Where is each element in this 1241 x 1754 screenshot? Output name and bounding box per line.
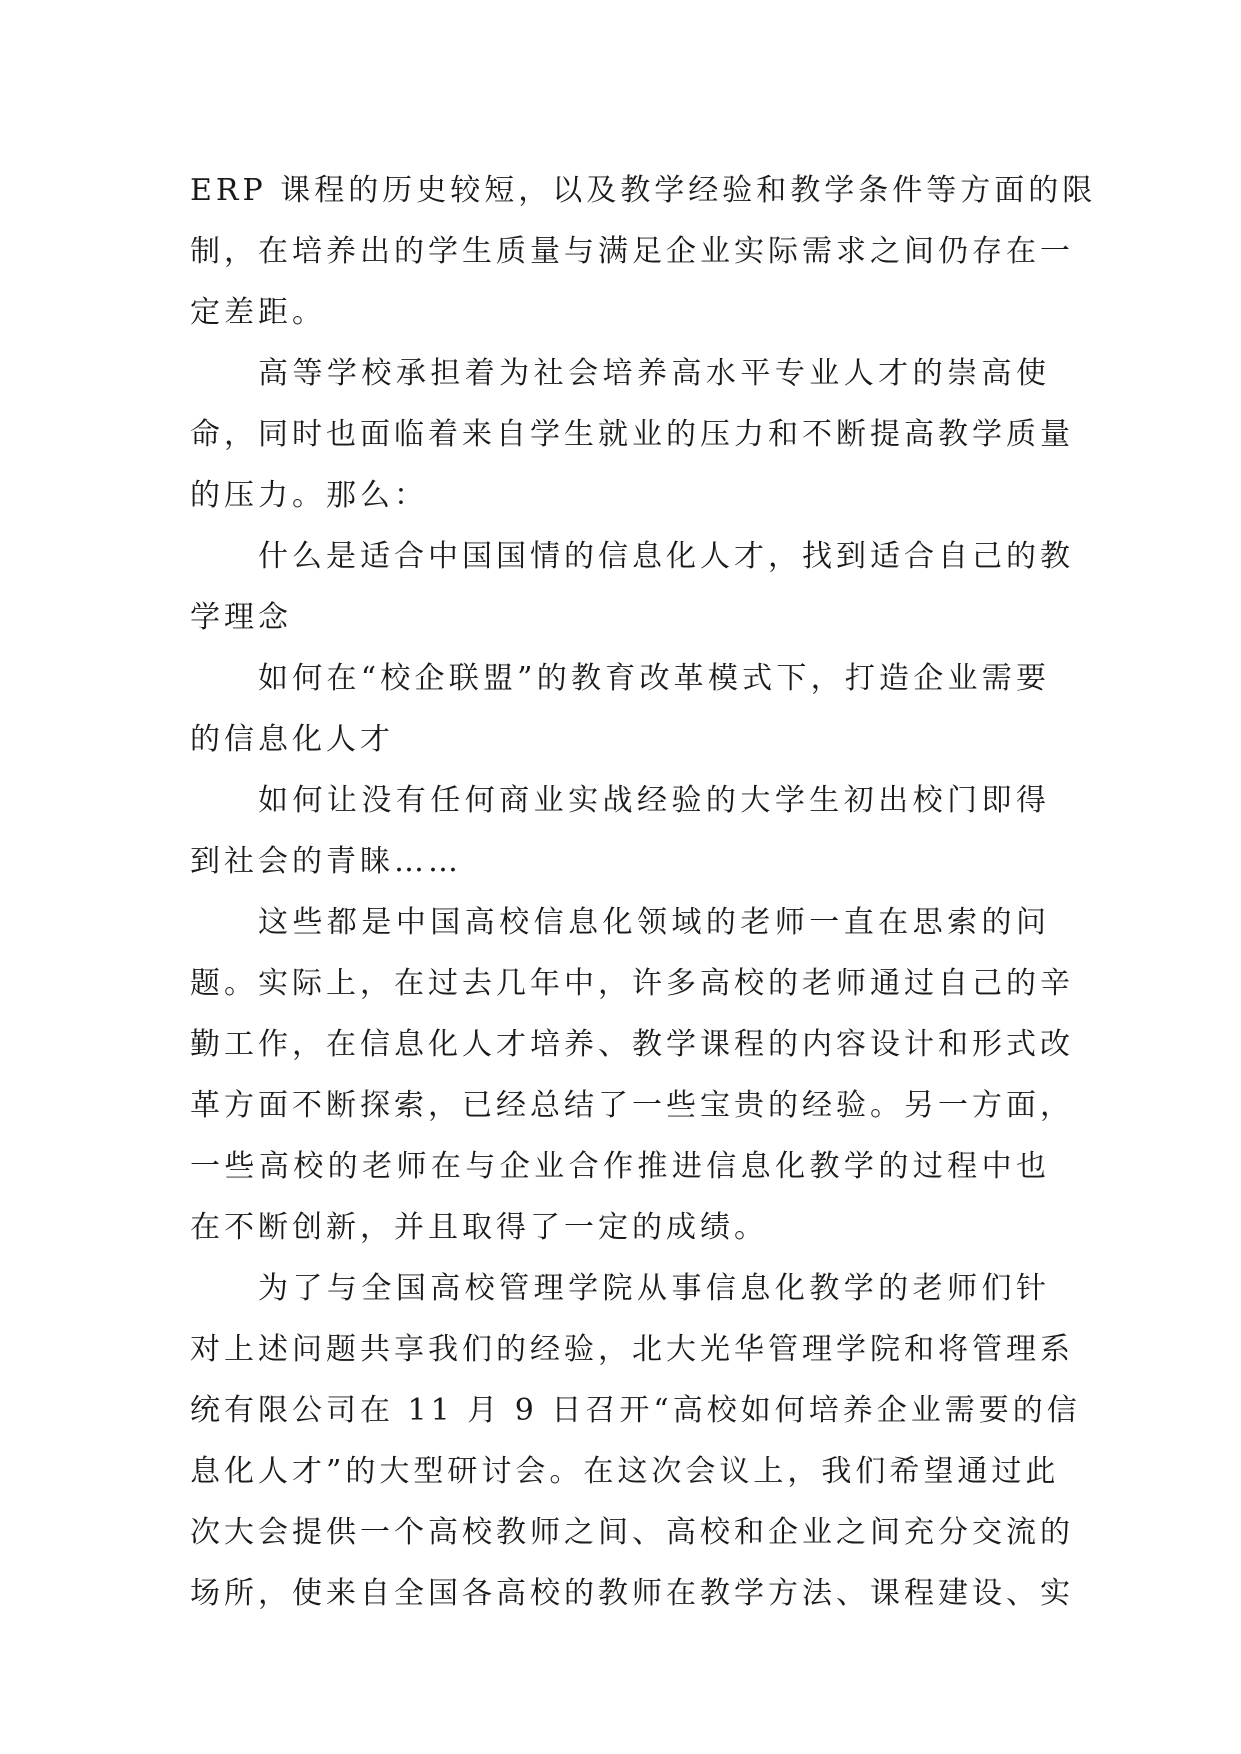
text-line: 勤工作，在信息化人才培养、教学课程的内容设计和形式改 bbox=[190, 1027, 1074, 1062]
body-text bbox=[190, 160, 1097, 1624]
text-line: 定差距。 bbox=[190, 295, 326, 330]
text-line: 对上述问题共享我们的经验，北大光华管理学院和将管理系 bbox=[190, 1332, 1074, 1367]
text-line: 制，在培养出的学生质量与满足企业实际需求之间仍存在一 bbox=[190, 234, 1074, 269]
text-line: 如何在“校企联盟”的教育改革模式下，打造企业需要 bbox=[258, 661, 1050, 696]
text-line: 革方面不断探索，已经总结了一些宝贵的经验。另一方面， bbox=[190, 1088, 1074, 1123]
text-line: ERP 课程的历史较短，以及教学经验和教学条件等方面的限 bbox=[190, 173, 1097, 208]
text-line: 命，同时也面临着来自学生就业的压力和不断提高教学质量 bbox=[190, 417, 1074, 452]
text-line: 在不断创新，并且取得了一定的成绩。 bbox=[190, 1210, 768, 1245]
text-line: 学理念 bbox=[190, 600, 292, 635]
text-line: 如何让没有任何商业实战经验的大学生初出校门即得 bbox=[258, 783, 1050, 818]
text-line: 的信息化人才 bbox=[190, 722, 394, 757]
text-line: 统有限公司在 11 月 9 日召开“高校如何培养企业需要的信 bbox=[190, 1393, 1081, 1428]
text-line: 题。实际上，在过去几年中，许多高校的老师通过自己的辛 bbox=[190, 966, 1074, 1001]
text-line: 什么是适合中国国情的信息化人才，找到适合自己的教 bbox=[258, 539, 1074, 574]
text-line: 一些高校的老师在与企业合作推进信息化教学的过程中也 bbox=[190, 1149, 1050, 1184]
text-line: 的压力。那么： bbox=[190, 478, 428, 513]
text-line: 高等学校承担着为社会培养高水平专业人才的崇高使 bbox=[258, 356, 1050, 391]
text-line: 为了与全国高校管理学院从事信息化教学的老师们针 bbox=[258, 1271, 1050, 1306]
text-line: 次大会提供一个高校教师之间、高校和企业之间充分交流的 bbox=[190, 1515, 1074, 1550]
text-line: 这些都是中国高校信息化领域的老师一直在思索的问 bbox=[258, 905, 1050, 940]
text-line: 场所，使来自全国各高校的教师在教学方法、课程建设、实 bbox=[190, 1576, 1074, 1611]
text-line: 息化人才”的大型研讨会。在这次会议上，我们希望通过此 bbox=[190, 1454, 1060, 1489]
text-line: 到社会的青睐…… bbox=[190, 844, 462, 879]
